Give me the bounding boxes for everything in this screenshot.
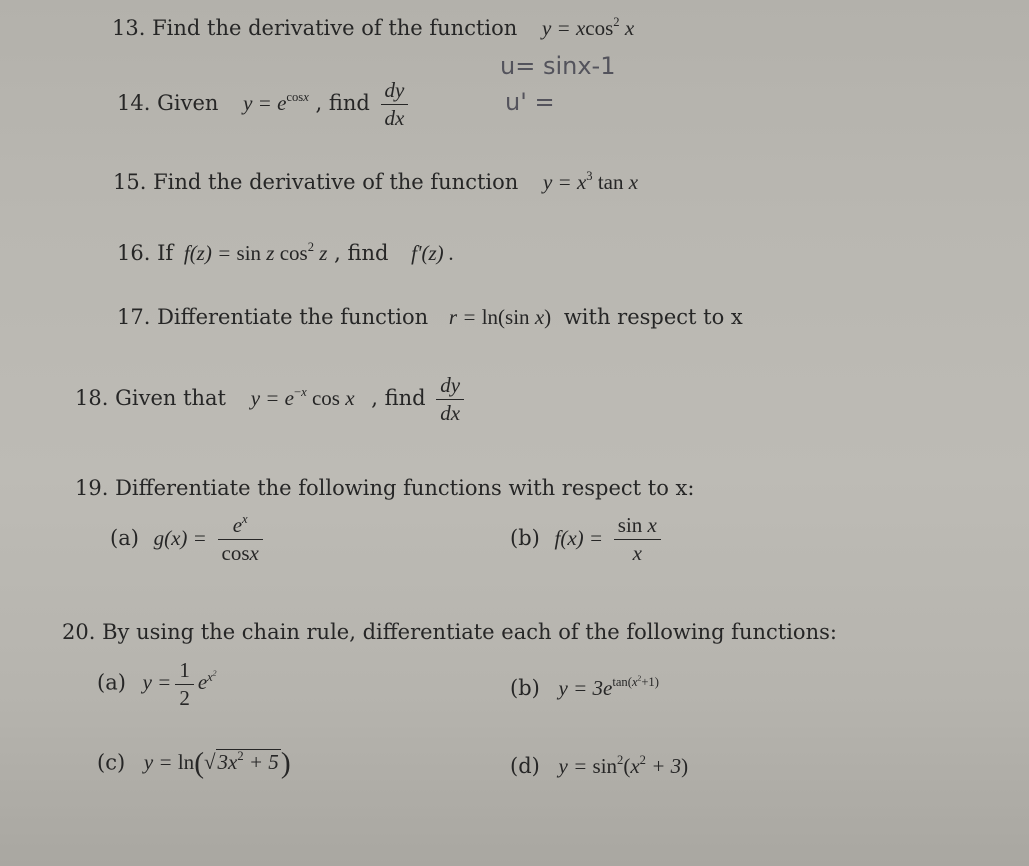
math-expression: f(z) = sin z $\cos^2 z$ <box>183 240 328 265</box>
find-text: , find <box>315 91 370 115</box>
question-number: 15. <box>113 170 147 194</box>
question-13 <box>112 15 635 40</box>
question-18 <box>75 375 468 424</box>
question-number: 19. <box>75 476 109 500</box>
question-number: 20. <box>62 620 96 644</box>
question-text: Differentiate the following functions with respect to x: <box>115 476 695 500</box>
part-label: (c) <box>97 750 126 775</box>
math-expression: r = ln(sin x) <box>448 305 552 329</box>
question-number: 17. <box>117 305 151 329</box>
question-20a <box>97 660 217 709</box>
math-expression: y = xcos$^2$ x <box>541 15 635 40</box>
question-14 <box>117 80 412 129</box>
question-15 <box>113 169 639 194</box>
math-target: f'(z) . <box>411 241 455 265</box>
question-19 <box>75 478 694 499</box>
question-19b <box>510 515 665 564</box>
find-text: , find <box>371 386 426 410</box>
question-text: Given that <box>115 386 226 410</box>
question-text: Differentiate the function <box>157 305 429 329</box>
question-20 <box>62 622 837 643</box>
part-label: (a) <box>110 526 139 550</box>
question-number: 16. <box>117 241 151 265</box>
find-text: , find <box>334 241 389 265</box>
math-expression: $y = e^{cosx}$ <box>243 90 309 115</box>
math-lhs: g(x) = <box>153 526 207 550</box>
math-fraction: $\frac{e^x}{\cos x}$ <box>218 515 263 564</box>
question-text: If <box>157 241 174 265</box>
question-20d <box>510 753 689 778</box>
part-label: (a) <box>97 670 126 695</box>
derivative-fraction: $\frac{dy}{dx}$ <box>381 80 409 129</box>
question-20c <box>97 750 291 779</box>
question-19a <box>110 512 267 565</box>
part-label: (d) <box>510 754 540 778</box>
question-text: By using the chain rule, differentiate each of the following functions: <box>102 620 837 644</box>
question-number: 13. <box>112 16 146 40</box>
question-tail: with respect to x <box>563 305 743 329</box>
question-text: Given <box>157 91 219 115</box>
math-fraction: $\frac{\text{sin x}}{x}$ <box>614 515 661 564</box>
math-expression: y = $\frac{1}{2}$ $e^{x^2}$ <box>142 658 217 710</box>
math-lhs: f(x) = <box>554 526 604 550</box>
math-expression: $y = x^3$ tan x <box>542 169 639 194</box>
question-17 <box>117 307 743 328</box>
math-expression: $y = e^{-x}$ cos x <box>250 385 355 410</box>
part-label: (b) <box>510 676 540 700</box>
question-text: Find the derivative of the function <box>152 16 518 40</box>
question-20b <box>510 673 659 700</box>
handwritten-note: u' = <box>505 88 555 116</box>
question-text: Find the derivative of the function <box>153 170 519 194</box>
part-label: (b) <box>510 526 540 550</box>
question-16 <box>117 240 455 265</box>
math-expression: $y = 3e^{tan(x^2+1)}$ <box>558 673 659 700</box>
handwritten-note: u= sinx-1 <box>500 52 616 80</box>
math-expression: $y = \sin^2(x^2 + 3)$ <box>558 753 689 778</box>
math-expression: $y = \ln(√3x^2 + 5)$ <box>143 748 291 780</box>
question-number: 18. <box>75 386 109 410</box>
derivative-fraction: $\frac{dy}{dx}$ <box>436 375 464 424</box>
question-number: 14. <box>117 91 151 115</box>
